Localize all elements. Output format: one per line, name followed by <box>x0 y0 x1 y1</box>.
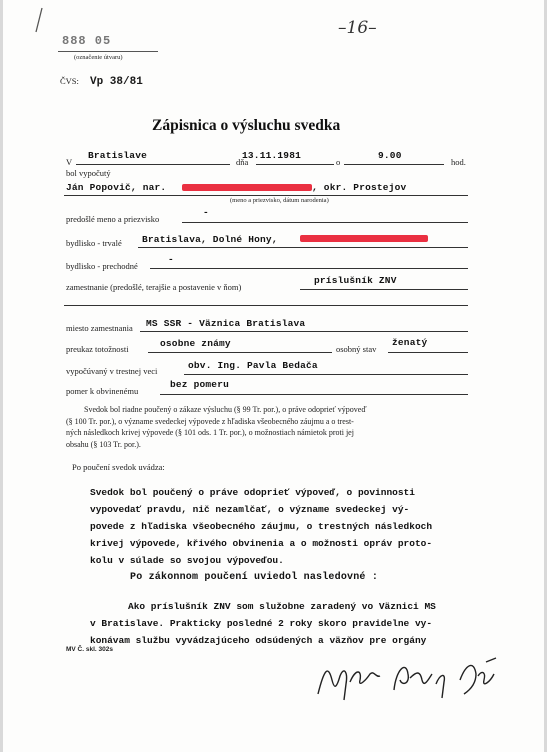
cvs-value: Vp 38/81 <box>90 76 143 88</box>
employment-line-2 <box>64 305 468 306</box>
time-line <box>344 164 444 165</box>
person-name: Ján Popovič, nar. <box>66 182 167 193</box>
status-label: osobný stav <box>336 344 377 354</box>
page-title: Zápisnica o výsluchu svedka <box>152 117 341 134</box>
date-line <box>256 164 334 165</box>
pencil-mark-icon <box>28 6 48 36</box>
residence-perm-line <box>138 247 468 248</box>
residence-temp-label: bydlisko - prechodné <box>66 261 138 271</box>
date-value: 13.11.1981 <box>242 150 302 161</box>
relation-value: bez pomeru <box>170 379 230 390</box>
statement-line: povede z hľadiska všeobecného záujmu, o trestných následkoch <box>90 521 433 532</box>
employment-label: zamestnanie (predošlé, terajšie a postavenie v ňom) <box>66 282 242 292</box>
page-number: –16– <box>338 18 377 38</box>
statement-line: Svedok bol poučený o práve odoprieť výpoveď, o povinnosti <box>90 487 415 498</box>
case-label: vypočúvaný v trestnej veci <box>66 366 158 376</box>
id-label: preukaz totožnosti <box>66 344 129 354</box>
redaction-address <box>300 235 428 242</box>
form-code: MV Č. skl. 302s <box>66 646 113 653</box>
employment-line <box>300 289 468 290</box>
heard-label: bol vypočutý <box>66 168 111 178</box>
person-caption: (meno a priezvisko, dátum narodenia) <box>230 197 329 204</box>
instruction-line: (§ 100 Tr. por.), o význame svedeckej výpovede z hľadiska všeobecného záujmu a o trest- <box>66 416 354 426</box>
time-value: 9.00 <box>378 150 402 161</box>
unit-caption: (označenie útvaru) <box>74 54 123 61</box>
prev-name-line <box>182 222 468 223</box>
redaction-birthdate <box>182 184 312 191</box>
relation-label: pomer k obvinenému <box>66 386 139 396</box>
time-label: o <box>336 157 341 167</box>
statement-line: konávam službu vyvádzajúceho odsúdených a väzňov pre orgány <box>90 635 427 646</box>
statement-line: kolu v súlade so svojou výpoveďou. <box>90 555 284 566</box>
residence-temp-line <box>150 268 468 269</box>
statement-line: Ako príslušník ZNV som služobne zaradený vo Väznici MS <box>128 601 436 612</box>
id-value: osobne známy <box>160 338 231 349</box>
after-instruction-label: Po poučení svedok uvádza: <box>72 462 165 472</box>
place-value: Bratislave <box>88 150 148 161</box>
instruction-paragraph <box>66 404 470 450</box>
cvs-label: ČVS: <box>60 76 79 86</box>
handwritten-signature <box>310 650 510 706</box>
unit-stamp: 888 05 <box>62 34 112 48</box>
page-edge-left <box>0 0 3 752</box>
residence-perm-value: Bratislava, Dolné Hony, <box>142 234 278 245</box>
workplace-label: miesto zamestnania <box>66 323 133 333</box>
statement-block-2 <box>90 598 436 649</box>
relation-line <box>160 394 468 395</box>
id-line <box>148 352 332 353</box>
employment-value: príslušník ZNV <box>314 275 397 286</box>
stamp-underline <box>58 51 158 52</box>
instruction-line: ných následkoch krivej výpovede (§ 101 ods. 1 Tr. por.), o možnostiach námietok proti jej <box>66 428 354 437</box>
case-line <box>184 374 468 375</box>
statement-line: v Bratislave. Prakticky posledné 2 roky skoro pravidelne vy- <box>90 618 433 629</box>
statement-line: krivej výpovede, křivého obvinenia a o možnosti opráv proto- <box>90 538 433 549</box>
statement-block-1 <box>90 484 432 569</box>
hour-label: hod. <box>451 157 466 167</box>
case-value: obv. Ing. Pavla Bedača <box>188 360 318 371</box>
workplace-value: MS SSR - Väznica Bratislava <box>146 318 306 329</box>
statement-heading: Po zákonnom poučení uviedol nasledovné : <box>130 572 379 583</box>
status-line <box>388 352 468 353</box>
status-value: ženatý <box>392 337 428 348</box>
residence-temp-value: - <box>168 254 174 265</box>
prev-name-label: predošlé meno a priezvisko <box>66 214 160 224</box>
statement-line: vypovedať pravdu, nič nezamlčať, o význame svedeckej vý- <box>90 504 410 515</box>
instruction-line: obsahu (§ 103 Tr. por.). <box>66 439 141 449</box>
instruction-line: Svedok bol riadne poučený o zákaze výsluchu (§ 99 Tr. por.), o práve odoprieť výpoveď <box>84 405 367 414</box>
person-line <box>64 195 468 196</box>
date-label: dňa <box>236 157 249 167</box>
place-label: V <box>66 157 73 167</box>
prev-name-value: - <box>203 207 209 218</box>
workplace-line <box>140 331 468 332</box>
place-line <box>76 164 230 165</box>
person-place: , okr. Prostejov <box>312 182 407 193</box>
residence-perm-label: bydlisko - trvalé <box>66 238 122 248</box>
